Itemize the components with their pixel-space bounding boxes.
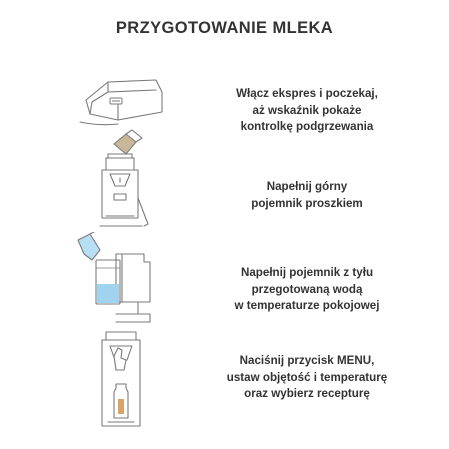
page-title: PRZYGOTOWANIE MLEKA [115,19,334,37]
step-1-line-3: kontrolkę podgrzewania [240,120,374,133]
power-button-icon [110,98,122,104]
step-2-line-2: pojemnik proszkiem [251,196,363,210]
menu-press-illustration [92,326,152,432]
step-1-line-2: aż wskaźnik pokaże [252,103,362,117]
powder-scoop-illustration [92,128,162,230]
step-4-line-3: oraz wybierz recepturę [244,387,370,400]
step-3-line-2: przegotowaną wodą [251,282,363,296]
step-4-text [176,353,438,403]
power-button-illustration [78,72,168,130]
finger-icon [114,348,126,370]
step-2-text [176,179,438,212]
step-3-line-3: w temperaturze pokojowej [234,299,380,312]
water-jug-illustration [76,232,158,324]
step-3-line-1: Napełnij pojemnik z tyłu [240,266,374,279]
step-4-line-1: Naciśnij przycisk MENU, [239,354,375,367]
step-1-line-1: Włącz ekspres i poczekaj, [236,87,378,100]
step-2-line-1: Napełnij górny [266,180,348,193]
step-4-line-2: ustaw objętość i temperaturę [226,370,388,384]
step-3-text [176,265,438,315]
step-1-text [176,86,438,136]
